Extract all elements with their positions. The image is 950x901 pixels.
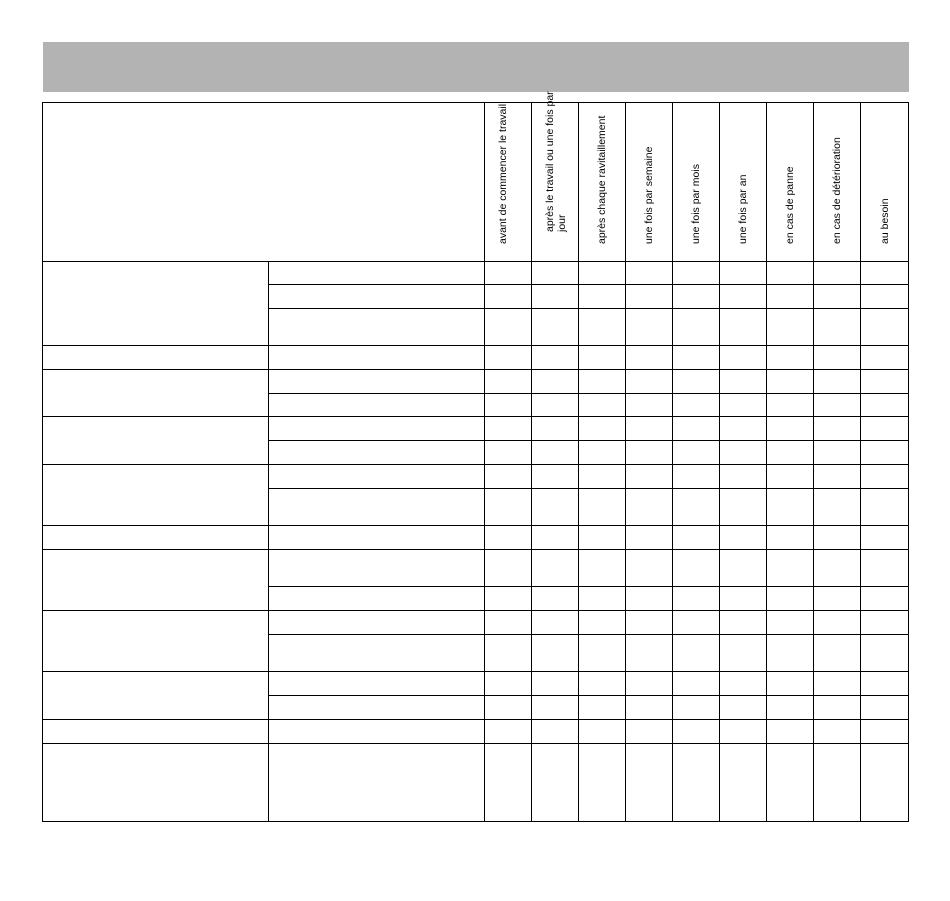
check-cell[interactable]	[673, 441, 720, 465]
item-cell	[269, 720, 485, 744]
check-cell[interactable]	[485, 441, 532, 465]
check-cell[interactable]	[814, 370, 861, 394]
check-cell[interactable]	[532, 309, 579, 346]
column-header	[767, 103, 814, 262]
check-cell[interactable]	[861, 285, 909, 309]
check-cell[interactable]	[861, 550, 909, 587]
check-cell[interactable]	[673, 489, 720, 526]
check-cell[interactable]	[579, 465, 626, 489]
check-cell[interactable]	[720, 672, 767, 696]
check-cell[interactable]	[626, 587, 673, 611]
item-cell	[269, 672, 485, 696]
check-cell[interactable]	[485, 550, 532, 587]
check-cell[interactable]	[579, 744, 626, 822]
check-cell[interactable]	[485, 465, 532, 489]
category-cell	[43, 672, 269, 720]
check-cell[interactable]	[861, 262, 909, 285]
check-cell[interactable]	[485, 346, 532, 370]
check-cell[interactable]	[861, 611, 909, 635]
check-cell[interactable]	[673, 370, 720, 394]
check-cell[interactable]	[814, 489, 861, 526]
check-cell[interactable]	[767, 394, 814, 417]
check-cell[interactable]	[861, 489, 909, 526]
column-header	[861, 103, 909, 262]
item-cell	[269, 587, 485, 611]
table-row	[43, 262, 909, 285]
blank-header-cell	[43, 103, 485, 262]
check-cell[interactable]	[485, 417, 532, 441]
check-cell[interactable]	[485, 611, 532, 635]
column-header	[814, 103, 861, 262]
item-cell	[269, 526, 485, 550]
check-cell[interactable]	[579, 394, 626, 417]
check-cell[interactable]	[532, 611, 579, 635]
check-cell[interactable]	[579, 635, 626, 672]
check-cell[interactable]	[720, 394, 767, 417]
check-cell[interactable]	[626, 370, 673, 394]
check-cell[interactable]	[532, 489, 579, 526]
check-cell[interactable]	[814, 262, 861, 285]
check-cell[interactable]	[767, 285, 814, 309]
check-cell[interactable]	[814, 744, 861, 822]
column-header-label: en cas de panne	[784, 166, 796, 244]
check-cell[interactable]	[532, 465, 579, 489]
column-header-label: en cas de détérioration	[831, 137, 843, 244]
category-cell	[43, 611, 269, 672]
check-cell[interactable]	[767, 526, 814, 550]
check-cell[interactable]	[673, 417, 720, 441]
check-cell[interactable]	[673, 635, 720, 672]
check-cell[interactable]	[626, 489, 673, 526]
check-cell[interactable]	[720, 346, 767, 370]
check-cell[interactable]	[814, 696, 861, 720]
item-cell	[269, 370, 485, 394]
column-header-label: une fois par semaine	[643, 146, 655, 244]
check-cell[interactable]	[579, 526, 626, 550]
check-cell[interactable]	[767, 262, 814, 285]
item-cell	[269, 465, 485, 489]
check-cell[interactable]	[767, 611, 814, 635]
check-cell[interactable]	[532, 672, 579, 696]
check-cell[interactable]	[626, 465, 673, 489]
check-cell[interactable]	[579, 611, 626, 635]
check-cell[interactable]	[720, 720, 767, 744]
check-cell[interactable]	[767, 309, 814, 346]
check-cell[interactable]	[673, 587, 720, 611]
check-cell[interactable]	[720, 370, 767, 394]
category-cell	[43, 526, 269, 550]
check-cell[interactable]	[814, 394, 861, 417]
check-cell[interactable]	[673, 744, 720, 822]
column-header-label: une fois par an	[737, 174, 749, 244]
table-row	[43, 526, 909, 550]
check-cell[interactable]	[861, 394, 909, 417]
check-cell[interactable]	[767, 441, 814, 465]
check-cell[interactable]	[673, 611, 720, 635]
column-header-label: une fois par mois	[690, 164, 702, 244]
check-cell[interactable]	[767, 550, 814, 587]
item-cell	[269, 394, 485, 417]
check-cell[interactable]	[485, 526, 532, 550]
table-row	[43, 417, 909, 441]
check-cell[interactable]	[532, 744, 579, 822]
check-cell[interactable]	[673, 672, 720, 696]
check-cell[interactable]	[814, 309, 861, 346]
item-cell	[269, 489, 485, 526]
item-cell	[269, 696, 485, 720]
check-cell[interactable]	[720, 417, 767, 441]
check-cell[interactable]	[814, 672, 861, 696]
check-cell[interactable]	[673, 262, 720, 285]
table-row	[43, 672, 909, 696]
check-cell[interactable]	[767, 465, 814, 489]
check-cell[interactable]	[485, 720, 532, 744]
check-cell[interactable]	[673, 394, 720, 417]
check-cell[interactable]	[532, 370, 579, 394]
check-cell[interactable]	[532, 720, 579, 744]
check-cell[interactable]	[720, 635, 767, 672]
check-cell[interactable]	[673, 526, 720, 550]
check-cell[interactable]	[861, 346, 909, 370]
check-cell[interactable]	[626, 611, 673, 635]
check-cell[interactable]	[720, 611, 767, 635]
check-cell[interactable]	[767, 587, 814, 611]
check-cell[interactable]	[626, 696, 673, 720]
column-header-label: au besoin	[878, 198, 891, 244]
header-banner	[43, 42, 909, 92]
check-cell[interactable]	[532, 526, 579, 550]
check-cell[interactable]	[767, 635, 814, 672]
check-cell[interactable]	[861, 441, 909, 465]
table-body	[43, 262, 909, 822]
check-cell[interactable]	[767, 744, 814, 822]
check-cell[interactable]	[814, 465, 861, 489]
check-cell[interactable]	[720, 441, 767, 465]
item-cell	[269, 262, 485, 285]
check-cell[interactable]	[485, 309, 532, 346]
check-cell[interactable]	[485, 370, 532, 394]
column-header	[673, 103, 720, 262]
check-cell[interactable]	[767, 370, 814, 394]
category-cell	[43, 262, 269, 346]
check-cell[interactable]	[626, 744, 673, 822]
check-cell[interactable]	[626, 417, 673, 441]
check-cell[interactable]	[626, 394, 673, 417]
category-cell	[43, 370, 269, 417]
check-cell[interactable]	[720, 526, 767, 550]
column-header	[626, 103, 673, 262]
item-cell	[269, 346, 485, 370]
check-cell[interactable]	[532, 587, 579, 611]
check-cell[interactable]	[485, 285, 532, 309]
check-cell[interactable]	[579, 489, 626, 526]
check-cell[interactable]	[861, 635, 909, 672]
check-cell[interactable]	[485, 744, 532, 822]
check-cell[interactable]	[673, 346, 720, 370]
check-cell[interactable]	[861, 309, 909, 346]
check-cell[interactable]	[579, 417, 626, 441]
check-cell[interactable]	[861, 587, 909, 611]
category-cell	[43, 465, 269, 526]
category-cell	[43, 346, 269, 370]
check-cell[interactable]	[626, 635, 673, 672]
check-cell[interactable]	[532, 696, 579, 720]
check-cell[interactable]	[579, 370, 626, 394]
check-cell[interactable]	[720, 262, 767, 285]
check-cell[interactable]	[626, 441, 673, 465]
check-cell[interactable]	[485, 635, 532, 672]
check-cell[interactable]	[532, 285, 579, 309]
check-cell[interactable]	[814, 550, 861, 587]
check-cell[interactable]	[626, 309, 673, 346]
check-cell[interactable]	[814, 587, 861, 611]
check-cell[interactable]	[485, 394, 532, 417]
check-cell[interactable]	[767, 720, 814, 744]
check-cell[interactable]	[814, 611, 861, 635]
item-cell	[269, 441, 485, 465]
column-header-label: avant de commencer le travail	[497, 103, 509, 244]
check-cell[interactable]	[861, 672, 909, 696]
column-header	[579, 103, 626, 262]
header-row	[43, 103, 909, 262]
table-row	[43, 465, 909, 489]
check-cell[interactable]	[579, 309, 626, 346]
check-cell[interactable]	[861, 720, 909, 744]
check-cell[interactable]	[767, 672, 814, 696]
check-cell[interactable]	[767, 417, 814, 441]
check-cell[interactable]	[673, 465, 720, 489]
table-row	[43, 346, 909, 370]
category-cell	[43, 720, 269, 744]
maintenance-table	[42, 91, 909, 822]
check-cell[interactable]	[720, 489, 767, 526]
check-cell[interactable]	[720, 309, 767, 346]
item-cell	[269, 417, 485, 441]
check-cell[interactable]	[767, 489, 814, 526]
check-cell[interactable]	[579, 346, 626, 370]
check-cell[interactable]	[673, 696, 720, 720]
category-cell	[43, 417, 269, 465]
check-cell[interactable]	[626, 526, 673, 550]
check-cell[interactable]	[532, 417, 579, 441]
check-cell[interactable]	[532, 550, 579, 587]
check-cell[interactable]	[532, 394, 579, 417]
check-cell[interactable]	[814, 417, 861, 441]
check-cell[interactable]	[861, 465, 909, 489]
check-cell[interactable]	[720, 587, 767, 611]
column-header	[485, 103, 532, 262]
check-cell[interactable]	[485, 587, 532, 611]
check-cell[interactable]	[579, 720, 626, 744]
item-cell	[269, 744, 485, 822]
check-cell[interactable]	[720, 696, 767, 720]
check-cell[interactable]	[814, 441, 861, 465]
check-cell[interactable]	[673, 285, 720, 309]
item-cell	[269, 550, 485, 587]
check-cell[interactable]	[579, 285, 626, 309]
check-cell[interactable]	[579, 262, 626, 285]
check-cell[interactable]	[626, 550, 673, 587]
column-header-label: après le travail ou une fois par jour	[544, 91, 568, 232]
check-cell[interactable]	[767, 696, 814, 720]
check-cell[interactable]	[861, 696, 909, 720]
check-cell[interactable]	[579, 672, 626, 696]
check-cell[interactable]	[579, 696, 626, 720]
check-cell[interactable]	[720, 550, 767, 587]
column-header	[720, 103, 767, 262]
check-cell[interactable]	[579, 441, 626, 465]
check-cell[interactable]	[814, 346, 861, 370]
table-row	[43, 370, 909, 394]
check-cell[interactable]	[861, 526, 909, 550]
check-cell[interactable]	[814, 526, 861, 550]
check-cell[interactable]	[861, 744, 909, 822]
check-cell[interactable]	[579, 587, 626, 611]
check-cell[interactable]	[673, 720, 720, 744]
check-cell[interactable]	[485, 262, 532, 285]
category-cell	[43, 550, 269, 611]
check-cell[interactable]	[861, 417, 909, 441]
item-cell	[269, 309, 485, 346]
table-row	[43, 744, 909, 822]
check-cell[interactable]	[579, 550, 626, 587]
check-cell[interactable]	[720, 465, 767, 489]
table-row	[43, 550, 909, 587]
category-cell	[43, 744, 269, 822]
item-cell	[269, 611, 485, 635]
check-cell[interactable]	[532, 346, 579, 370]
check-cell[interactable]	[532, 635, 579, 672]
check-cell[interactable]	[814, 720, 861, 744]
table-row	[43, 611, 909, 635]
column-header-label: après chaque ravitaillement	[596, 115, 608, 244]
check-cell[interactable]	[720, 744, 767, 822]
check-cell[interactable]	[814, 635, 861, 672]
table-row	[43, 720, 909, 744]
check-cell[interactable]	[814, 285, 861, 309]
check-cell[interactable]	[626, 346, 673, 370]
column-header	[532, 91, 579, 262]
check-cell[interactable]	[626, 285, 673, 309]
check-cell[interactable]	[626, 262, 673, 285]
check-cell[interactable]	[532, 441, 579, 465]
item-cell	[269, 635, 485, 672]
check-cell[interactable]	[861, 370, 909, 394]
check-cell[interactable]	[485, 672, 532, 696]
check-cell[interactable]	[532, 262, 579, 285]
check-cell[interactable]	[673, 309, 720, 346]
check-cell[interactable]	[626, 720, 673, 744]
item-cell	[269, 285, 485, 309]
check-cell[interactable]	[485, 696, 532, 720]
check-cell[interactable]	[767, 346, 814, 370]
check-cell[interactable]	[626, 672, 673, 696]
check-cell[interactable]	[720, 285, 767, 309]
check-cell[interactable]	[673, 550, 720, 587]
check-cell[interactable]	[485, 489, 532, 526]
